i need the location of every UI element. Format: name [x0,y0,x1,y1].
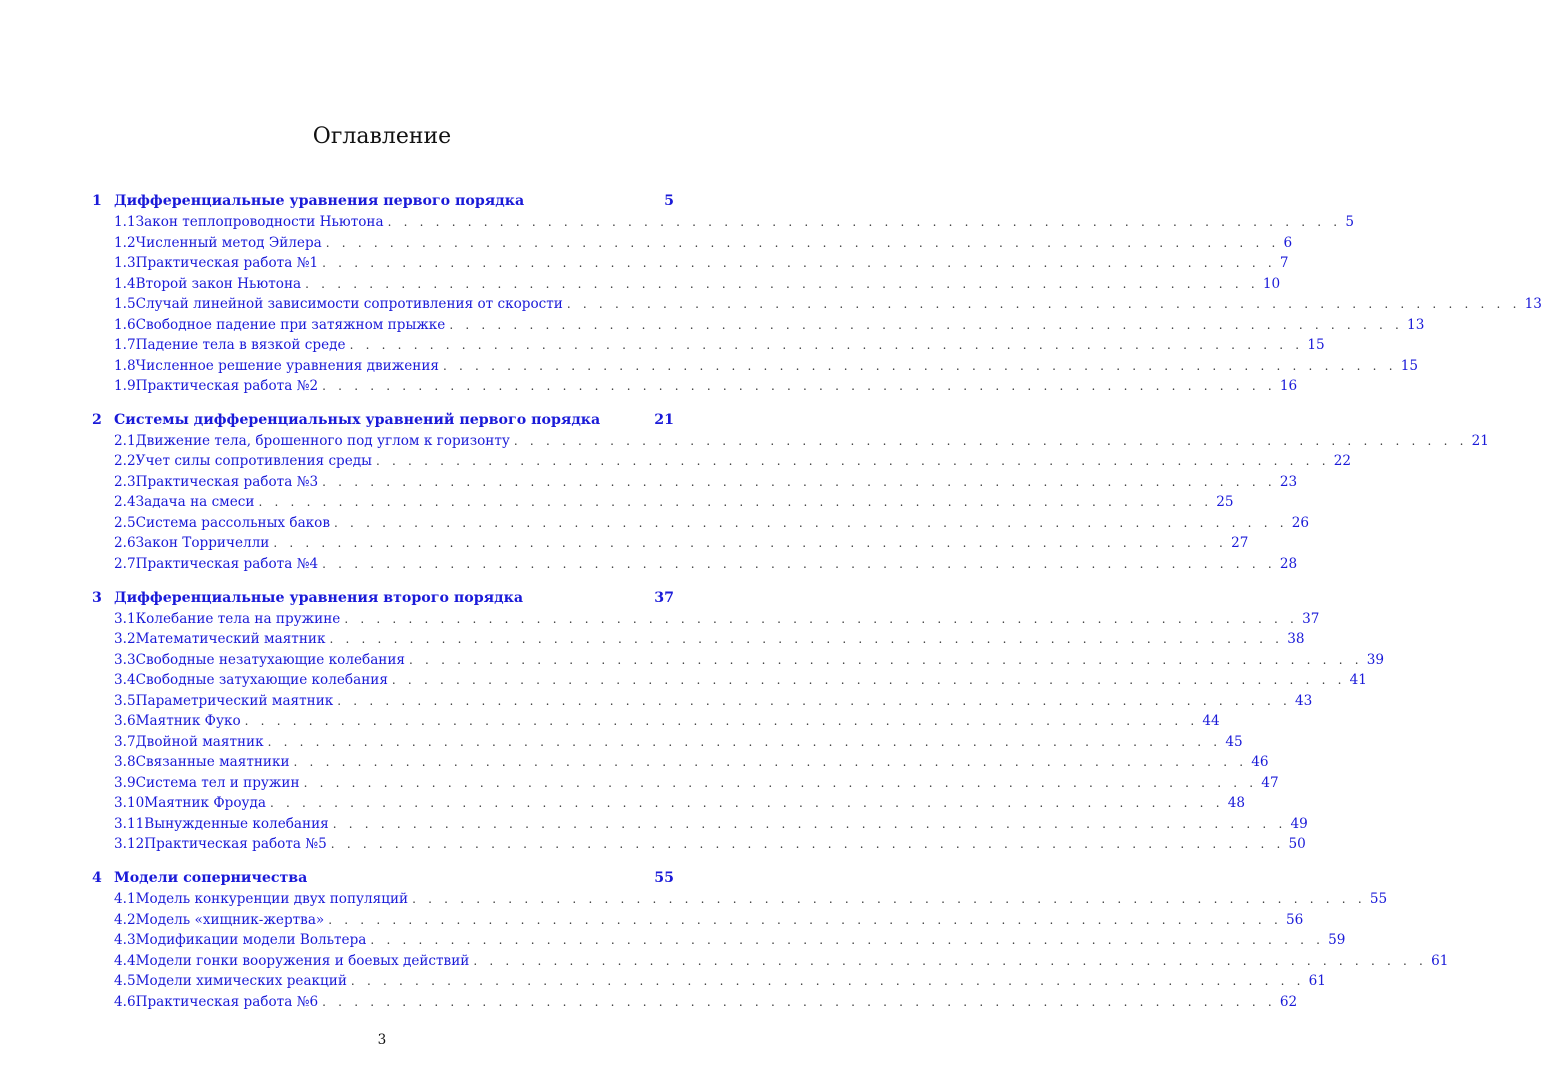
section-page: 16 [1279,378,1298,394]
section-title: Математический маятник [135,631,326,648]
section-page: 45 [1225,733,1243,750]
section-number: 3.9 [114,774,136,791]
section-title: Система тел и пружин [135,774,300,791]
section-number: 4.2 [114,911,136,928]
section-page: 6 [1283,234,1293,251]
dot-leader: . . . . . . . . . . . . . . . . . . . . . . . . . . . . . . . . . . . . . . . . . . . . . . . . . . . . . . . . . . . . [328,912,1282,927]
section-page: 5 [1345,214,1354,230]
section-page: 43 [1295,692,1313,709]
section-page: 13 [1407,316,1425,333]
section-entry-link[interactable] [92,732,1243,753]
dot-leader: . . . . . . . . . . . . . . . . . . . . . . . . . . . . . . . . . . . . . . . . . . . . . . . . . . . . . . . . . . . . [293,755,1248,770]
section-entry-link[interactable] [92,513,1310,534]
section-entry-link[interactable] [92,814,1308,835]
section-page: 61 [1431,952,1449,969]
dot-leader: . . . . . . . . . . . . . . . . . . . . . . . . . . . . . . . . . . . . . . . . . . . . . . . . . . . . . . . . . . . . [269,796,1224,811]
section-page: 21 [1471,432,1489,449]
chapter-entry-link[interactable] [92,409,674,431]
dot-leader: . . . . . . . . . . . . . . . . . . . . . . . . . . . . . . . . . . . . . . . . . . . . . . . . . . . . . . . . . . . . [387,215,1342,229]
section-entry-link[interactable] [92,951,1449,972]
section-entry-link[interactable] [92,431,1489,452]
section-number: 3.11 [114,815,145,832]
section-entry-link[interactable] [92,992,1298,1013]
section-entry-link[interactable] [92,335,1325,356]
toc-chapter [92,190,1542,397]
section-page: 47 [1261,774,1279,791]
section-entry-link[interactable] [92,554,1298,575]
section-entry-link[interactable] [92,274,1281,295]
section-number: 3.1 [114,610,136,627]
page-number: 3 [377,1032,387,1048]
dot-leader: . . . . . . . . . . . . . . . . . . . . . . . . . . . . . . . . . . . . . . . . . . . . . . . . . . . . . . . . . . . . [376,454,1330,469]
section-entry-link[interactable] [92,711,1220,732]
section-title: Система рассольных баков [135,514,331,531]
section-entry-link[interactable] [92,609,1320,630]
section-page: 46 [1251,754,1269,771]
section-page: 26 [1291,514,1310,531]
section-page: 13 [1524,296,1542,312]
section-title: Модификации модели Вольтера [135,932,367,949]
section-page: 10 [1262,275,1281,292]
dot-leader: . . . . . . . . . . . . . . . . . . . . . . . . . . . . . . . . . . . . . . . . . . . . . . . . . . . . . . . . . . . . [334,515,1288,530]
section-entry-link[interactable] [92,930,1346,951]
dot-leader: . . . . . . . . . . . . . . . . . . . . . . . . . . . . . . . . . . . . . . . . . . . . . . . . . . . . . . . . . . . . [322,256,1276,270]
section-entry-link[interactable] [92,451,1352,472]
section-page: 38 [1287,631,1305,648]
section-title: Колебание тела на пружине [135,610,341,627]
section-entry-link[interactable] [92,910,1304,931]
section-entry-link[interactable] [92,233,1293,254]
section-number: 3.2 [114,631,136,648]
dot-leader: . . . . . . . . . . . . . . . . . . . . . . . . . . . . . . . . . . . . . . . . . . . . . . . . . . . . . . . . . . . . [322,994,1276,1009]
section-number: 3.10 [114,795,145,812]
section-number: 2.7 [114,555,136,572]
dot-leader: . . . . . . . . . . . . . . . . . . . . . . . . . . . . . . . . . . . . . . . . . . . . . . . . . . . . . . . . . . . . [337,693,1291,708]
chapter-number: 4 [92,870,102,887]
dot-leader: . . . . . . . . . . . . . . . . . . . . . . . . . . . . . . . . . . . . . . . . . . . . . . . . . . . . . . . . . . . . [322,556,1276,571]
section-entry-link[interactable] [92,315,1425,336]
section-page: 56 [1285,911,1304,928]
section-page: 27 [1231,535,1249,552]
section-number: 4.1 [114,891,136,908]
section-entry-link[interactable] [92,752,1269,773]
section-title: Свободные незатухающие колебания [135,651,406,668]
section-number: 3.8 [114,754,136,771]
chapter-number: 2 [92,411,102,428]
section-title: Модели гонки вооружения и боевых действий [135,952,470,969]
section-number: 1.2 [114,234,136,251]
chapter-entry-link[interactable] [92,867,674,889]
chapter-title: Дифференциальные уравнения первого порядка [114,193,525,209]
section-number: 1.5 [114,296,136,312]
section-page: 25 [1216,494,1234,511]
section-title: Параметрический маятник [135,692,334,709]
section-page: 62 [1279,993,1298,1010]
section-title: Закон Торричелли [135,535,270,552]
section-title: Модель «хищник-жертва» [135,911,325,928]
section-entry-link[interactable] [92,691,1313,712]
dot-leader: . . . . . . . . . . . . . . . . . . . . . . . . . . . . . . . . . . . . . . . . . . . . . . . . . . . . . . . . . . . . [273,536,1228,551]
section-number: 1.7 [114,337,136,353]
dot-leader: . . . . . . . . . . . . . . . . . . . . . . . . . . . . . . . . . . . . . . . . . . . . . . . . . . . . . . . . . . . . [322,474,1276,489]
dot-leader: . . . . . . . . . . . . . . . . . . . . . . . . . . . . . . . . . . . . . . . . . . . . . . . . . . . . . . . . . . . . [329,632,1284,647]
section-number: 1.1 [114,214,136,230]
section-number: 2.3 [114,473,136,490]
section-number: 1.3 [114,255,136,271]
section-page: 61 [1308,973,1326,990]
section-page: 15 [1307,337,1325,353]
section-title: Практическая работа №6 [135,993,319,1010]
dot-leader: . . . . . . . . . . . . . . . . . . . . . . . . . . . . . . . . . . . . . . . . . . . . . . . . . . . . . . . . . . . . [449,317,1404,332]
section-page: 44 [1202,713,1220,730]
section-page: 59 [1328,932,1346,949]
toc-chapter [92,867,1449,1012]
section-title: Практическая работа №5 [144,836,327,853]
section-number: 1.6 [114,316,136,333]
section-number: 4.6 [114,993,136,1010]
section-page: 23 [1279,473,1298,490]
section-entry-link[interactable] [92,650,1385,671]
section-entry-link[interactable] [92,472,1298,493]
dot-leader: . . . . . . . . . . . . . . . . . . . . . . . . . . . . . . . . . . . . . . . . . . . . . . . . . . . . . . . . . . . . [473,953,1428,968]
section-title: Практическая работа №2 [135,378,319,394]
section-title: Учет силы сопротивления среды [135,453,372,470]
dot-leader: . . . . . . . . . . . . . . . . . . . . . . . . . . . . . . . . . . . . . . . . . . . . . . . . . . . . . . . . . . . . [325,235,1280,250]
section-number: 2.2 [114,453,136,470]
section-entry-link[interactable] [92,212,1354,233]
section-page: 48 [1227,795,1246,812]
chapter-page: 5 [664,193,674,209]
section-number: 2.5 [114,514,136,531]
dot-leader: . . . . . . . . . . . . . . . . . . . . . . . . . . . . . . . . . . . . . . . . . . . . . . . . . . . . . . . . . . . . [267,734,1222,749]
section-entry-link[interactable] [92,294,1542,315]
section-entry-link[interactable] [92,356,1419,377]
section-title: Свободные затухающие колебания [135,672,388,689]
section-number: 1.4 [114,275,136,292]
section-number: 3.5 [114,692,136,709]
section-title: Задача на смеси [135,494,255,511]
section-title: Модель конкуренции двух популяций [135,891,409,908]
section-number: 1.8 [114,357,136,374]
section-number: 2.1 [114,432,136,449]
section-title: Маятник Фроуда [144,795,266,812]
dot-leader: . . . . . . . . . . . . . . . . . . . . . . . . . . . . . . . . . . . . . . . . . . . . . . . . . . . . . . . . . . . . [442,358,1397,373]
dot-leader: . . . . . . . . . . . . . . . . . . . . . . . . . . . . . . . . . . . . . . . . . . . . . . . . . . . . . . . . . . . . [244,714,1199,729]
section-title: Вынужденные колебания [144,815,329,832]
dot-leader: . . . . . . . . . . . . . . . . . . . . . . . . . . . . . . . . . . . . . . . . . . . . . . . . . . . . . . . . . . . . [412,892,1366,907]
section-page: 55 [1369,891,1388,908]
toc-title: Оглавление [312,124,452,149]
dot-leader: . . . . . . . . . . . . . . . . . . . . . . . . . . . . . . . . . . . . . . . . . . . . . . . . . . . . . . . . . . . . [344,611,1299,626]
dot-leader: . . . . . . . . . . . . . . . . . . . . . . . . . . . . . . . . . . . . . . . . . . . . . . . . . . . . . . . . . . . . [258,495,1213,510]
section-title: Падение тела в вязкой среде [135,337,346,353]
table-of-contents [92,190,1542,1012]
section-number: 2.4 [114,494,136,511]
chapter-entry-link[interactable] [92,190,674,212]
section-page: 50 [1288,836,1306,853]
section-title: Численное решение уравнения движения [135,357,439,374]
chapter-page: 21 [654,411,674,428]
chapter-number: 1 [92,193,102,209]
section-number: 3.7 [114,733,136,750]
dot-leader: . . . . . . . . . . . . . . . . . . . . . . . . . . . . . . . . . . . . . . . . . . . . . . . . . . . . . . . . . . . . [513,433,1468,448]
chapter-title: Модели соперничества [114,870,308,887]
dot-leader: . . . . . . . . . . . . . . . . . . . . . . . . . . . . . . . . . . . . . . . . . . . . . . . . . . . . . . . . . . . . [305,276,1259,291]
dot-leader: . . . . . . . . . . . . . . . . . . . . . . . . . . . . . . . . . . . . . . . . . . . . . . . . . . . . . . . . . . . . [330,837,1285,852]
chapter-page: 55 [654,870,674,887]
dot-leader: . . . . . . . . . . . . . . . . . . . . . . . . . . . . . . . . . . . . . . . . . . . . . . . . . . . . . . . . . . . . [566,297,1521,311]
chapter-number: 3 [92,589,102,606]
dot-leader: . . . . . . . . . . . . . . . . . . . . . . . . . . . . . . . . . . . . . . . . . . . . . . . . . . . . . . . . . . . . [349,338,1304,352]
section-entry-link[interactable] [92,971,1326,992]
section-entry-link[interactable] [92,629,1305,650]
section-entry-link[interactable] [92,533,1249,554]
section-number: 4.5 [114,973,136,990]
section-title: Практическая работа №1 [135,255,319,271]
section-title: Маятник Фуко [135,713,241,730]
section-page: 15 [1400,357,1419,374]
section-title: Практическая работа №4 [135,555,319,572]
section-title: Практическая работа №3 [135,473,319,490]
section-entry-link[interactable] [92,670,1367,691]
dot-leader: . . . . . . . . . . . . . . . . . . . . . . . . . . . . . . . . . . . . . . . . . . . . . . . . . . . . . . . . . . . . [391,673,1346,688]
dot-leader: . . . . . . . . . . . . . . . . . . . . . . . . . . . . . . . . . . . . . . . . . . . . . . . . . . . . . . . . . . . . [370,933,1325,948]
dot-leader: . . . . . . . . . . . . . . . . . . . . . . . . . . . . . . . . . . . . . . . . . . . . . . . . . . . . . . . . . . . . [303,775,1258,790]
section-entry-link[interactable] [92,889,1388,910]
section-title: Движение тела, брошенного под углом к горизонту [135,432,510,449]
section-title: Модели химических реакций [135,973,347,990]
section-number: 4.4 [114,952,136,969]
section-title: Численный метод Эйлера [135,234,322,251]
section-entry-link[interactable] [92,376,1298,397]
section-title: Закон теплопроводности Ньютона [135,214,384,230]
section-title: Случай линейной зависимости сопротивления от скорости [135,296,563,312]
section-number: 3.4 [114,672,136,689]
section-title: Второй закон Ньютона [135,275,302,292]
chapter-page: 37 [654,589,674,606]
section-page: 22 [1333,453,1352,470]
dot-leader: . . . . . . . . . . . . . . . . . . . . . . . . . . . . . . . . . . . . . . . . . . . . . . . . . . . . . . . . . . . . [409,652,1363,667]
section-title: Двойной маятник [135,733,264,750]
section-page: 37 [1302,610,1320,627]
dot-leader: . . . . . . . . . . . . . . . . . . . . . . . . . . . . . . . . . . . . . . . . . . . . . . . . . . . . . . . . . . . . [332,816,1287,831]
section-entry-link[interactable] [92,793,1246,814]
section-number: 3.6 [114,713,136,730]
section-entry-link[interactable] [92,492,1234,513]
section-title: Свободное падение при затяжном прыжке [135,316,446,333]
section-number: 3.3 [114,651,136,668]
section-number: 4.3 [114,932,136,949]
toc-chapter [92,587,1385,855]
section-page: 7 [1279,255,1289,271]
section-entry-link[interactable] [92,834,1306,855]
chapter-title: Дифференциальные уравнения второго порядка [114,589,524,606]
section-page: 49 [1290,815,1308,832]
toc-chapter [92,409,1489,575]
section-title: Связанные маятники [135,754,290,771]
section-number: 1.9 [114,378,136,394]
section-page: 41 [1349,672,1367,689]
section-page: 28 [1279,555,1298,572]
section-number: 3.12 [114,836,145,853]
section-number: 2.6 [114,535,136,552]
dot-leader: . . . . . . . . . . . . . . . . . . . . . . . . . . . . . . . . . . . . . . . . . . . . . . . . . . . . . . . . . . . . [350,974,1305,989]
chapter-title: Системы дифференциальных уравнений первого порядка [114,411,601,428]
section-entry-link[interactable] [92,253,1289,274]
chapter-entry-link[interactable] [92,587,674,609]
dot-leader: . . . . . . . . . . . . . . . . . . . . . . . . . . . . . . . . . . . . . . . . . . . . . . . . . . . . . . . . . . . . [322,379,1276,393]
section-entry-link[interactable] [92,773,1279,794]
section-page: 39 [1366,651,1385,668]
